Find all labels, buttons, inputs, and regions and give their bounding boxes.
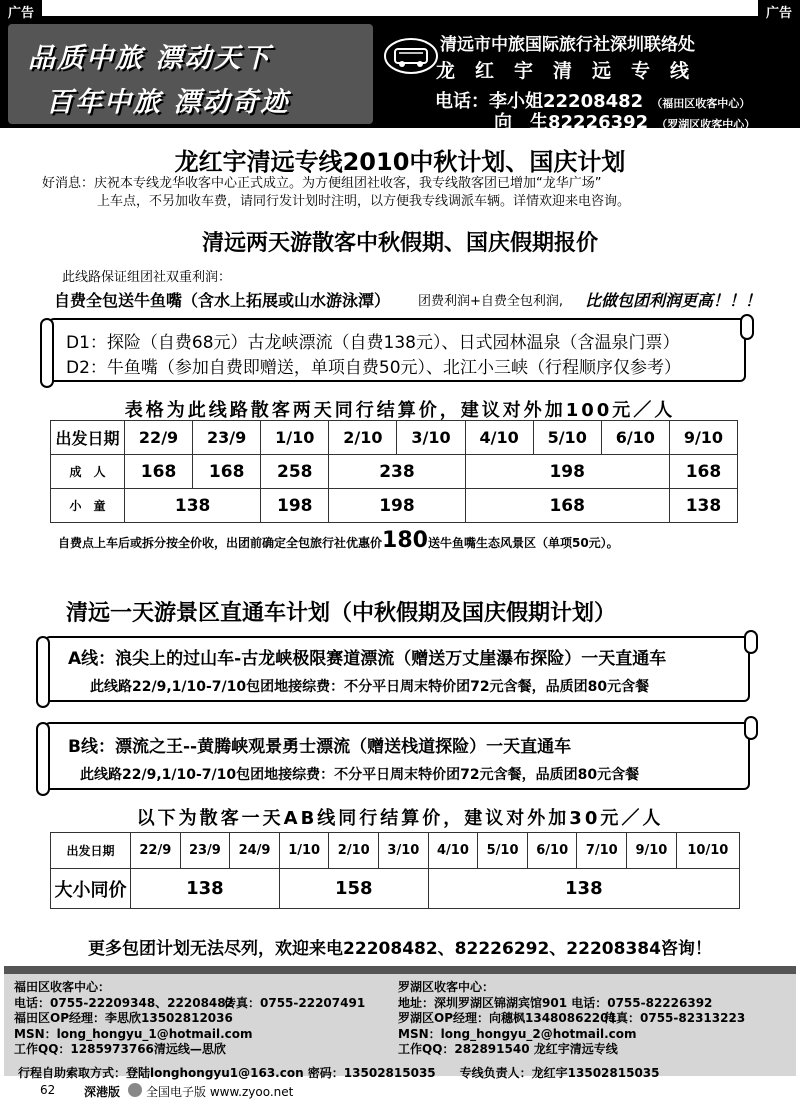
date-cell: 1/10 (261, 421, 329, 455)
website-label: 全国电子版 www.zyoo.net (146, 1085, 294, 1099)
footnote-part-a: 自费点上车后或拆分按全价收，出团前确定全包旅行社优惠价 (58, 536, 383, 550)
page-number: 62 (40, 1083, 56, 1097)
date-cell: 4/10 (465, 421, 533, 455)
date-cell: 22/9 (125, 421, 193, 455)
price-cell: 138 (131, 869, 280, 909)
line-b-price: 此线路22/9,1/10-7/10包团地接综费：不分平日周末特价团72元含餐，品质团80元含餐 (80, 767, 640, 783)
date-cell: 6/10 (601, 421, 669, 455)
price-cell: 238 (329, 455, 465, 489)
notice-text (42, 175, 762, 211)
price-cell: 168 (465, 489, 669, 523)
scroll-curl-right (744, 630, 758, 654)
scroll-curl-left (36, 722, 50, 796)
price-cell: 138 (125, 489, 261, 523)
line-name: 龙红宇清远专线 (436, 60, 710, 82)
phone-label: 电话： (435, 91, 489, 112)
date-cell: 2/10 (329, 421, 397, 455)
footer-left-column (14, 980, 365, 1058)
left-center-name: 福田区收客中心： (14, 980, 111, 994)
date-cell: 9/10 (669, 421, 737, 455)
date-cell: 6/10 (527, 833, 577, 869)
scroll-curl-left (40, 318, 54, 388)
price-cell: 138 (428, 869, 739, 909)
right-manager-fax-row (398, 1011, 745, 1027)
notice-line-2: 上车点，不另加收车费，请同行发计划时注明，以方便我专线调派车辆。详情欢迎来电咨询。 (97, 194, 631, 209)
date-cell: 5/10 (478, 833, 528, 869)
table-row (51, 869, 740, 909)
slogan-line-1: 品质中旅 漂动天下 (28, 43, 272, 74)
itinerary-day-1: D1：探险（自费68元）古龙峡漂流（自费138元）、日式园林温泉（含温泉门票） (66, 333, 680, 353)
date-cell: 3/10 (397, 421, 465, 455)
selfpay-text: 自费全包送牛鱼嘴（含水上拓展或山水游泳潭） (54, 291, 391, 310)
page-bar (0, 1079, 800, 1100)
guarantee-text: 此线路保证组团社双重利润： (62, 270, 232, 285)
line-b-title: B线：漂流之王--黄腾峡观景勇士漂流（赠送栈道探险）一天直通车 (68, 737, 572, 757)
right-fax: 传真：0755-82313223 (604, 1011, 746, 1025)
left-phone-fax-row (14, 996, 365, 1012)
phone-2-number: 向 生82226392 (494, 112, 649, 133)
table-row (51, 421, 738, 455)
price-cell: 198 (261, 489, 329, 523)
price-label: 大小同价 (51, 869, 131, 909)
date-label: 出发日期 (51, 833, 131, 869)
phone-2 (494, 108, 755, 134)
ad-tag-right: 广告 (758, 0, 800, 20)
table-row (51, 833, 740, 869)
date-label: 出发日期 (51, 421, 125, 455)
price-cell: 198 (465, 455, 669, 489)
two-day-table-title: 表格为此线路散客两天同行结算价，建议对外加100元／人 (124, 400, 676, 421)
edition-logo-icon (128, 1083, 142, 1097)
right-qq: 工作QQ：282891540 龙红宇清远专线 (398, 1042, 618, 1056)
line-a-title: A线：浪尖上的过山车-古龙峡极限赛道漂流（赠送万丈崖瀑布探险）一天直通车 (68, 649, 667, 669)
profit-strong: 比做包团利润更高！！！ (585, 291, 762, 310)
two-day-title: 清远两天游散客中秋假期、国庆假期报价 (201, 231, 598, 256)
price-cell: 138 (669, 489, 737, 523)
notice-line-1: 好消息：庆祝本专线龙华收客中心正式成立。为方便组团社收客，我专线散客团已增加“龙华广场” (42, 176, 602, 191)
date-cell: 5/10 (533, 421, 601, 455)
agency-name: 清远市中旅国际旅行社深圳联络处 (440, 35, 695, 55)
phone-1-number: 李小姐22208482 (489, 91, 644, 112)
footnote-part-c: （单项50元）。 (535, 536, 619, 550)
left-phone: 电话：0755-22209348、22208482 (14, 995, 234, 1010)
contact-footer (4, 966, 796, 1080)
date-cell: 4/10 (428, 833, 478, 869)
more-info-line: 更多包团计划无法尽列，欢迎来电22208482、82226292、22208384咨询！ (88, 939, 712, 959)
right-manager: 罗湖区OP经理：向穗枫13480862201 (398, 1011, 617, 1025)
one-day-price-table (50, 832, 740, 909)
price-cell: 168 (669, 455, 737, 489)
right-address-phone: 地址：深圳罗湖区锦湖宾馆901 电话：0755-82226392 (398, 995, 713, 1010)
table-row (51, 489, 738, 523)
date-cell: 24/9 (230, 833, 280, 869)
phone-1-note: （福田区收客中心） (651, 97, 751, 110)
scroll-curl-right (740, 314, 754, 340)
itinerary-day-2: D2：牛鱼嘴（参加自费即赠送，单项自费50元）、北江小三峡（行程顺序仅参考） (66, 358, 682, 378)
line-a-price: 此线路22/9,1/10-7/10包团地接综费：不分平日周末特价团72元含餐，品质团80元含餐 (90, 679, 650, 695)
date-cell: 1/10 (279, 833, 329, 869)
date-cell: 23/9 (193, 421, 261, 455)
date-cell: 2/10 (329, 833, 379, 869)
scroll-curl-left (36, 636, 50, 708)
phone-2-note: （罗湖区收客中心） (656, 118, 756, 131)
date-cell: 23/9 (180, 833, 230, 869)
slogan-line-2: 百年中旅 漂动奇迹 (46, 87, 290, 118)
date-cell: 22/9 (131, 833, 181, 869)
left-msn: MSN：long_hongyu_1@hotmail.com (14, 1026, 253, 1041)
right-center-name: 罗湖区收客中心： (398, 980, 495, 994)
price-cell: 158 (279, 869, 428, 909)
date-cell: 9/10 (627, 833, 677, 869)
one-day-title: 清远一天游景区直通车计划（中秋假期及国庆假期计划） (66, 601, 617, 626)
footer-right-column (398, 980, 745, 1058)
table-row (51, 455, 738, 489)
date-cell: 10/10 (676, 833, 739, 869)
page-title: 龙红宇清远专线2010中秋计划、国庆计划 (174, 148, 626, 176)
one-day-table-title: 以下为散客一天AB线同行结算价，建议对外加30元／人 (136, 808, 664, 829)
left-manager: 福田区OP经理：李思欣13502812036 (14, 1011, 233, 1025)
adult-label: 成 人 (51, 455, 125, 489)
profit-note: 团费利润+自费全包利润, (418, 294, 564, 309)
left-fax: 传真：0755-22207491 (224, 995, 366, 1010)
left-qq: 工作QQ：1285973766清远线—思欣 (14, 1042, 226, 1056)
date-cell: 3/10 (379, 833, 429, 869)
slogan-box (8, 24, 373, 124)
bus-logo-icon (383, 36, 439, 76)
header-banner (0, 16, 800, 133)
two-day-footnote (58, 528, 619, 553)
footnote-part-b: 送牛鱼嘴生态风景区 (427, 536, 536, 550)
child-label: 小 童 (51, 489, 125, 523)
edition-label: 深港版 (84, 1085, 121, 1099)
date-cell: 7/10 (577, 833, 627, 869)
scroll-curl-right (744, 716, 758, 740)
two-day-price-table (50, 420, 738, 523)
price-cell: 198 (329, 489, 465, 523)
right-msn: MSN：long_hongyu_2@hotmail.com (398, 1026, 637, 1041)
price-cell: 168 (125, 455, 193, 489)
price-cell: 258 (261, 455, 329, 489)
price-cell: 168 (193, 455, 261, 489)
footnote-price: 180 (382, 528, 428, 553)
ad-tag-left: 广告 (0, 0, 42, 20)
footer-bottom-line: 行程自助索取方式：登陆longhongyu1@163.con 密码：13502815035 专线负责人：龙红宇13502815035 (18, 1066, 660, 1080)
